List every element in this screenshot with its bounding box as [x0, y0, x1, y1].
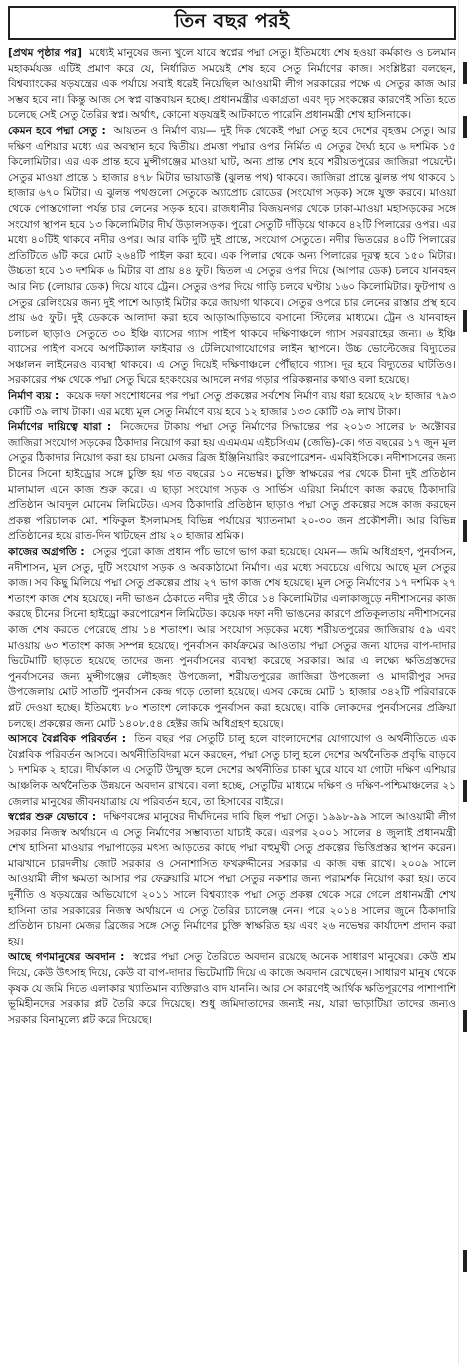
paragraph-text: সেতুর পুরো কাজ প্রধান পাঁচ ভাগে ভাগ করা হয়েছে। যেমন— জমি অধিগ্রহণ, পুনর্বাসন, নদীশাসন, মূল সেতু, দুটি সংযোগ সড়ক ও অবকাঠামো নির্মাণ। এর মধ্যে সবচেয়ে এগিয়ে আছে মূল সেতুর কাজ। সব কিছু মিলিয়ে পদ্মা সেতু প্রকল্পের প্রায় ২৭ ভাগ কাজ শেষ হয়েছে। মূল সেতু নির্মাণের ১৭ দশমিক ২৭ শতাংশ কাজ শেষ হয়েছে। নদী ভাঙন ঠেকাতে নদীর দুই তীরে ১৪ কিলোমিটার এলাকাজুড়ে নদীশাসনের কাজ করছে চীনের সিনো হাইড্রো করপোরেশন লিমিটেড। কয়েক দফা নদী ভাঙনের কারণে প্রতিকূলতায় নদীশাসনের কাজ শেষ করতে পেরেছে প্রায় ১৪ শতাংশ। আর সংযোগ সড়কের মধ্যে শরীয়তপুরের জাজিরায় ৫৯ এবং মাওয়ায় ৬৩ শতাংশ কাজ সম্পন্ন হয়েছে। পুনর্বাসন কার্যক্রমের আওতায় পদ্মা সেতুর জন্য যাদের বাপ-দাদার ভিটেমাটি ছাড়তে হয়েছে তাদের জন্য পুনর্বাসনের ব্যবস্থা করেছে সরকার। আর এ লক্ষ্যে ক্ষতিগ্রস্তদের পুনর্বাসনের জন্য মুন্সীগঞ্জের লৌহজং উপজেলা, শরীয়তপুরের জাজিরা উপজেলা ও মাদারীপুর সদর উপজেলায় মোট সাতটি পুনর্বাসন কেন্দ্র গড়ে তোলা হয়েছে। এসব কেন্দ্রে মোট ১ হাজার ৩৪২টি পরিবারকে প্লট দেওয়া হচ্ছে। ইতিমধ্যে ৮০ শতাংশ লোককে পুনর্বাসন করা হয়েছে। বাকি লোকদের পুনর্বাসনের প্রক্রিয়া চলছে। প্রকল্পের জন্য মোট ১৪০৮.৫৪ হেক্টর জমি অধিগ্রহণ হয়েছে।: [8, 546, 456, 730]
paragraph-text: তিন বছর পর সেতুটি চালু হলে বাংলাদেশের যোগাযোগ ও অর্থনীতিতে এক বৈপ্লবিক পরিবর্তন আসবে। অর্থনীতিবিদরা মনে করছেন, পদ্মা সেতু চালু হলে দেশের অর্থনৈতিক প্রবৃদ্ধি বাড়বে ১ দশমিক ২ হারে। দীর্ঘকাল এ সেতুটি উন্মুক্ত হলে দেশের অর্থনীতির চাকা ঘুরে যাবে যা গোটা দক্ষিণ এশিয়ার আঞ্চলিক অর্থনৈতিক উন্নয়নে অবদান রাখবে। বলা হচ্ছে, সেতুটির মাধ্যমে দক্ষিণ ও দক্ষিণ-পশ্চিমাঞ্চলের ২১ জেলার মানুষের জীবনযাত্রায় যে পরিবর্তন হবে, তা হিসাবের বাইরে।: [8, 733, 456, 808]
edge-text-fragment: [463, 1250, 467, 1272]
edge-text-fragment: [463, 310, 467, 332]
paragraph-lead: আছে গণমানুষের অবদান :: [8, 951, 125, 964]
paragraph-lead: নির্মাণের দায়িত্বে যারা :: [8, 421, 112, 434]
edge-text-fragment: [463, 780, 467, 802]
paragraph-text: আয়তন ও নির্মাণ ব্যয়— দুই দিক থেকেই পদ্মা সেতু হবে দেশের বৃহত্তম সেতু। আর দক্ষিণ এশিয়ার মধ্যে এর অবস্থান হবে দ্বিতীয়। প্রমত্তা পদ্মার ওপর নির্মিত এ সেতুর দৈর্ঘ্য হবে ৬ দশমিক ১৫ কিলোমিটার। এর এক প্রান্ত হবে মুন্সীগঞ্জের মাওয়া ঘাট, অন্য প্রান্ত শেষ হবে শরীয়তপুরের জাজিরা পয়েন্টে। সেতুর মাওয়া প্রান্তে ১ হাজার ৪৭৮ মিটার ভায়াডাক্ট (ঝুলন্ত পথ) থাকবে। জাজিরা প্রান্তে ঝুলন্ত পথ থাকবে ১ হাজার ৬৭০ মিটার। এ ঝুলন্ত পথগুলো সেতুকে অ্যাপ্রোচ রোডের (সংযোগ সড়ক) সঙ্গে যুক্ত করবে। মাওয়া থেকে পোস্তগোলা পর্যন্ত চার লেনের সড়ক হবে। রাজধানীর বিজয়নগর থেকে ঢাকা-মাওয়া মহাসড়কের সঙ্গে সংযোগ স্থাপন হবে ১৩ কিলোমিটার দীর্ঘ উড়ালসড়ক। পুরো সেতুটি দাঁড়িয়ে থাকবে ৪২টি পিলারের ওপর। এর মধ্যে ৪০টিই থাকবে নদীর ওপর। আর বাকি দুটি দুই প্রান্তে, সংযোগ সেতুতে। নদীর ভিতরের ৪০টি পিলারের প্রতিটিতে ৬টি করে মোট ২৬৪টি পাইল করা হবে। এক পিলার থেকে অন্য পিলারের দূরত্ব হবে ১৫০ মিটার। উচ্চতা হবে ১৩ দশমিক ৬ মিটার বা প্রায় ৪৪ ফুট। দ্বিতল এ সেতুর ওপর দিয়ে (আপার ডেক) চলবে যানবহন আর নিচ (লোয়ার ডেক) দিয়ে যাবে ট্রেন। সেতুর ওপর দিয়ে গাড়ি চলবে ঘণ্টায় ১৬০ কিলোমিটার। ফুটপাথ ও সেতুর রেলিংয়ের জন্য দুই পাশে আড়াই মিটার করে জায়গা থাকবে। সেতুর ওপরে চার লেনের রাস্তার প্রস্থ হবে প্রায় ৬৫ ফুট। দুই ডেককে আলাদা করা হবে আড়াআড়িভাবে বসানো স্টিলের মাধ্যমে। ট্রেন ও যানবাহন চলাচল ছাড়াও সেতুতে ৩০ ইঞ্চি ব্যাসের গ্যাস পাইপ থাকবে দক্ষিণাঞ্চলে গ্যাস সরবরাহের জন্য। ৬ ইঞ্চি ব্যাসের পাইপ বসবে অপটিক্যাল ফাইবার ও টেলিযোগাযোগের লাইন স্থাপনে। উচ্চ ভোল্টেজের বিদ্যুতের সঞ্চালন লাইনেরও ব্যবস্থা থাকবে। এ সেতু দিয়েই দক্ষিণাঞ্চলে পৌঁছাবে গ্যাস। দূর হবে বিদ্যুতের ঘাটতিও। সরকারের পক্ষ থেকে পদ্মা সেতু ঘিরে হংকংয়ের আদলে নগর গড়ার পরিকল্পনার কথাও বলা হয়েছে।: [8, 124, 456, 387]
headline: তিন বছর পরই: [174, 10, 290, 32]
article: [8, 6, 456, 1358]
paragraph-contractors: [8, 420, 456, 545]
edge-text-fragment: [463, 62, 467, 84]
edge-text-fragment: [463, 520, 467, 542]
paragraph-lead: নির্মাণ ব্যয় :: [8, 390, 60, 403]
paragraph-lead: [প্রথম পৃষ্ঠার পর]: [8, 47, 82, 59]
paragraph-lead: স্বপ্নের শুরু যেভাবে :: [8, 811, 97, 824]
paragraph-text: নিজেদের টাকায় পদ্মা সেতু নির্মাণের সিদ্ধান্তের পর ২০১৩ সালের ৮ অক্টোবর জাজিরা সংযোগ সড়কের ঠিকাদার নিয়োগ করা হয় এএমএম এইচসিএম (জেভি)-কে। গত বছরের ১৭ জুন মূল সেতুর ঠিকাদার নিয়োগ করা হয় চায়না মেজর ব্রিজ ইঞ্জিনিয়ারিং করপোরেশন- এমবিইসিকে। নদীশাসনের জন্য চীনের সিনো হাইড্রোর সঙ্গে চুক্তি হয় গত বছরের ১০ নভেম্বর। চুক্তি স্বাক্ষরের পর থেকে চীনা দুই প্রতিষ্ঠান মালামাল এনে কাজ শুরু করে। এ ছাড়া সংযোগ সড়ক ও সার্ভিস এরিয়া নির্মাণে কাজ করছে ঠিকাদারি প্রতিষ্ঠান আবদুল মোনেম লিমিটেড। এসব ঠিকাদারি প্রতিষ্ঠান ছাড়াও পদ্মা সেতু প্রকল্পের সঙ্গে কাজ করছেন প্রকল্প পরিচালক মো. শফিকুল ইসলামসহ বিভিন্ন পর্যায়ের খ্যাতনামা ২০-৩০ জন প্রকৌশলী। আর বিভিন্ন প্রতিষ্ঠানের হয়ে রাত-দিন খাটছেন প্রায় ২০ হাজার শ্রমিক।: [8, 421, 456, 543]
paragraph-continuation: [8, 46, 456, 124]
paragraph-history: [8, 810, 456, 950]
edge-text-fragment: [463, 116, 467, 138]
paragraph-lead: কাজের অগ্রগতি :: [8, 546, 85, 558]
headline-box: [8, 6, 456, 40]
left-column-edge: [0, 0, 3, 1365]
paragraph-public-contribution: [8, 950, 456, 1028]
paragraph-progress: [8, 545, 456, 732]
paragraph-text: দক্ষিণবঙ্গের মানুষের দীর্ঘদিনের দাবি ছিল পদ্মা সেতু। ১৯৯৮-৯৯ সালে আওয়ামী লীগ সরকার নিজস্ব অর্থায়নে এ সেতু নির্মাণের সম্ভাব্যতা যাচাই করে। এরপর ২০০১ সালের ৪ জুলাই প্রধানমন্ত্রী শেখ হাসিনা মাওয়ার পদ্মাপাড়ের মৎস্য আড়তের কাছে পদ্মা বহুমুখী সেতু প্রকল্পের ভিত্তিপ্রস্তর স্থাপন করেন। মাঝখানে চারদলীয় জোট সরকার ও সেনাশাসিত ফখরুদ্দীনের সরকার এ কাজ বন্ধ রাখে। ২০০৯ সালে আওয়ামী লীগ ক্ষমতা আসার পর ফেব্রুয়ারি মাসে পদ্মা সেতুর নকশার জন্য পরামর্শক নিয়োগ করা হয়। তবে দুর্নীতি ও ষড়যন্ত্রের অভিযোগে ২০১১ সালে বিশ্বব্যাংক পদ্মা সেতু প্রকল্প থেকে সরে গেলে প্রধানমন্ত্রী শেখ হাসিনা তার সরকারের নিজস্ব অর্থায়নে এ সেতু তৈরির চ্যালেঞ্জ নেন। পরে ২০১৪ সালের জুনে ঠিকাদারি প্রতিষ্ঠান চায়না মেজর ব্রিজের সঙ্গে সেতু নির্মাণের চুক্তি স্বাক্ষরিত হয় এবং ২৬ নভেম্বর কার্যাদেশ প্রদান করা হয়।: [8, 811, 456, 948]
paragraph-text: কয়েক দফা সংশোধনের পর পদ্মা সেতু প্রকল্পের সর্বশেষ নির্মাণ ব্যয় ধরা হয়েছে ২৮ হাজার ৭৯৩ কোটি ৩৯ লাখ টাকা। এর মধ্যে মূল সেতু নির্মাণে ব্যয় হবে ১২ হাজার ১৩৩ কোটি ৩৯ লাখ টাকা।: [8, 390, 456, 418]
paragraph-lead: আসবে বৈপ্লবিক পরিবর্তন :: [8, 733, 126, 746]
paragraph-bridge-design: [8, 124, 456, 389]
edge-text-fragment: [463, 1010, 467, 1032]
right-column-edge: [458, 0, 468, 1365]
paragraph-economic-impact: [8, 732, 456, 810]
paragraph-lead: কেমন হবে পদ্মা সেতু :: [8, 124, 106, 137]
paragraph-text: মধ্যেই মানুষের জন্য খুলে যাবে স্বপ্নের পদ্মা সেতু। ইতিমধ্যে শেষ হওয়া কর্মকাণ্ড ও চলমান মহাকর্মযজ্ঞ এটিই প্রমাণ করে যে, নির্ধারিত সময়েই শেষ হবে সেতু নির্মাণের কাজ। সংশ্লিষ্টরা বলছেন, বিশ্বব্যাংকের ষড়যন্ত্রের এক পর্যায়ে সবাই ধরেই নিয়েছিল আওয়ামী লীগ সরকারের পক্ষে এ সেতুর কাজ আর সম্ভব হবে না। কিন্তু আজ সে স্বপ্ন বাস্তবায়ন হচ্ছে। প্রধানমন্ত্রীর একাগ্রতা এবং দৃঢ় সংকল্পের কারণেই সত্যি হতে চলেছে সেই সেতু তৈরির স্বপ্ন। অর্থাৎ, কোনো ষড়যন্ত্রই আটকাতে পারেনি প্রধানমন্ত্রী শেখ হাসিনাকে।: [8, 47, 456, 122]
paragraph-construction-cost: [8, 389, 456, 420]
paragraph-text: স্বপ্নের পদ্মা সেতু তৈরিতে অবদান রয়েছে অনেক সাধারণ মানুষের। কেউ শ্রম দিয়ে, কেউ উৎসাহ দিয়ে, কেউ বা বাপ-দাদার ভিটেমাটি দিয়ে এ কাজে অবদান রেখেছেন। সাধারণ মানুষ থেকে কৃষক যে জমি দিতে এলাকার খ্যাতিমান ব্যক্তিরাও বাদ যাননি। আর সে কারণেই আর্থিক ক্ষতিপূরণের পাশাপাশি ভূমিহীনদের সরকার প্লট তৈরি করে দিয়েছে। শুধু জমিদাতাদের জন্যই নয়, যারা ভাড়াটিয়া তাদের জন্যও সরকার বিনামূল্যে প্লট করে দিয়েছে।: [8, 951, 456, 1026]
